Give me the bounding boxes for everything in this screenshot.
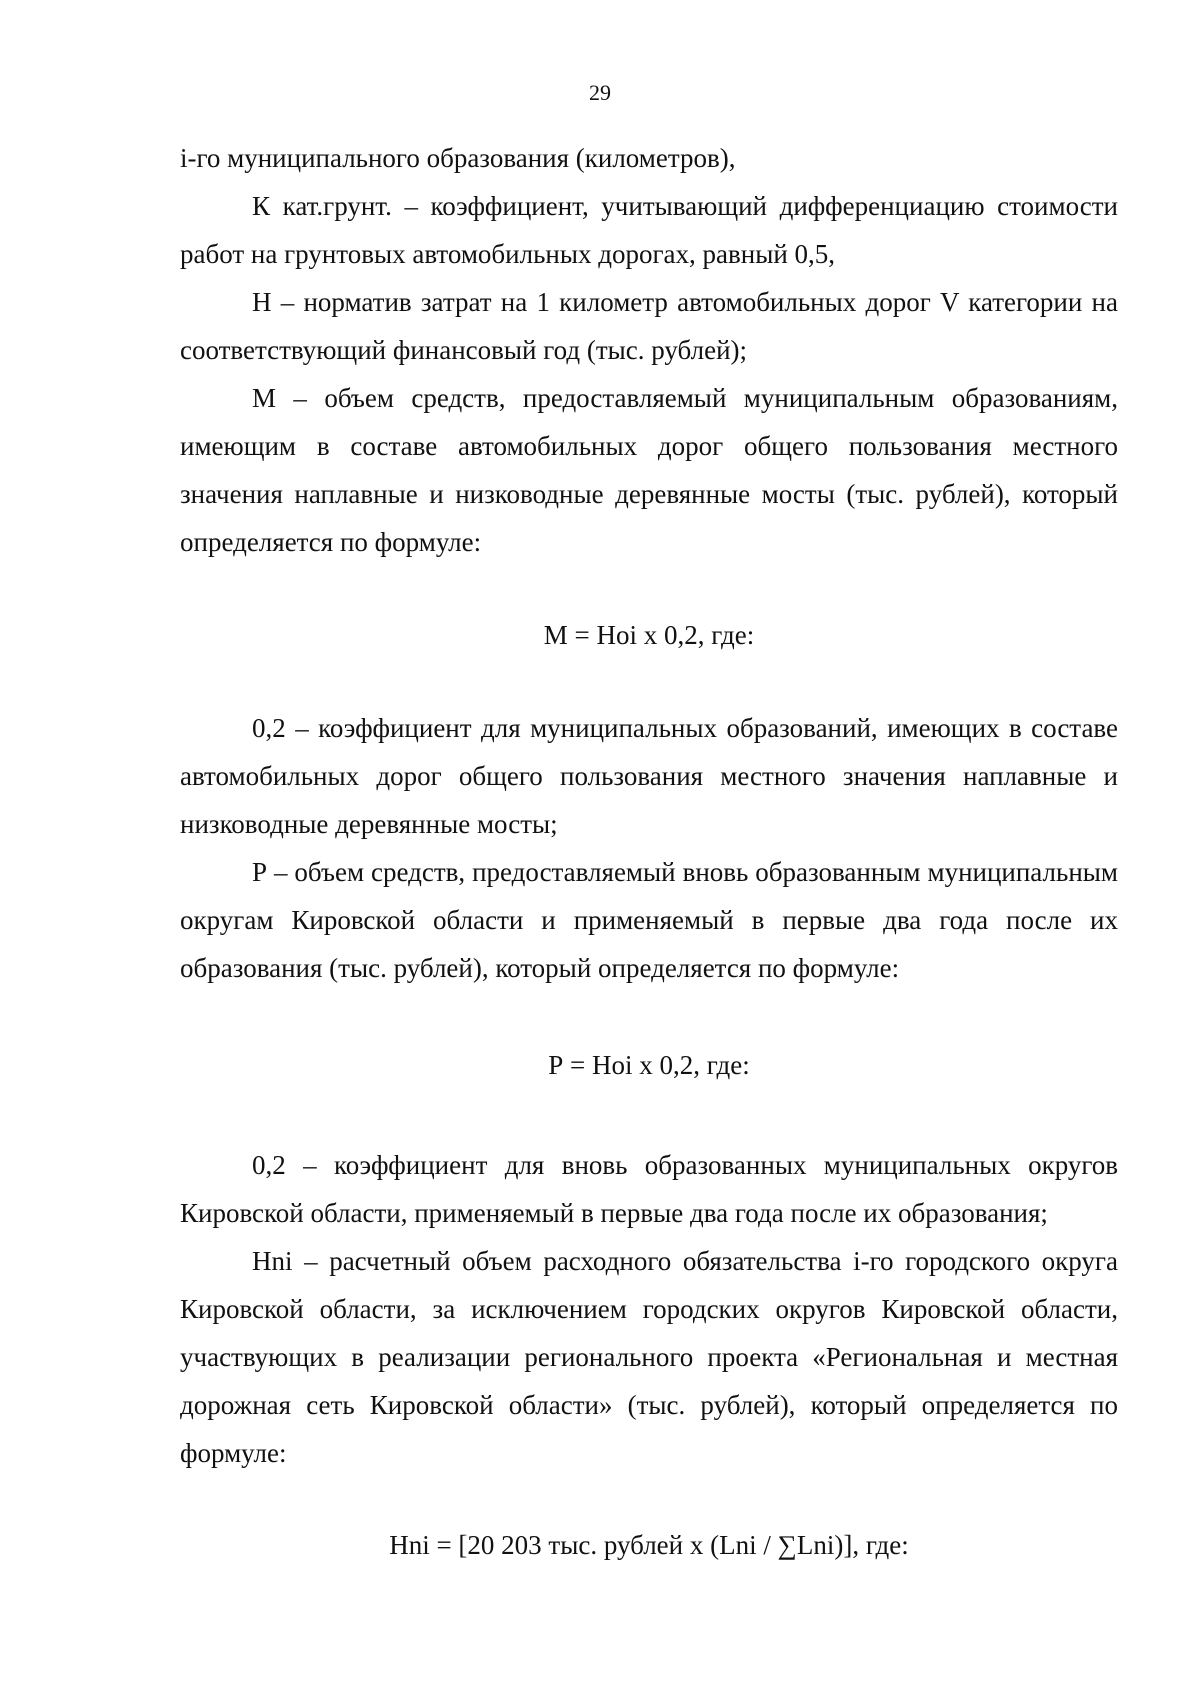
paragraph-h-norm: Н – норматив затрат на 1 километр автомобильных дорог V категории на соответствующий финансовый год (тыс. рублей); [180,287,1118,365]
paragraph-hni-volume: Hni – расчетный объем расходного обязательства i-го городского округа Кировской области, за исключением городских округов Кировской области, участвующих в реализации регионального проекта «Региональная и местная дорожная сеть Кировской области» (тыс. рублей), который определяется по формуле: [180,1246,1118,1468]
page-number: 29 [589,80,611,105]
document-body [180,134,1118,1569]
paragraph-k-coefficient: К кат.грунт. – коэффициент, учитывающий дифференциацию стоимости работ на грунтовых автомобильных дорогах, равный 0,5, [180,191,1118,269]
paragraph-m-volume: М – объем средств, предоставляемый муниципальным образованиям, имеющим в составе автомобильных дорог общего пользования местного значения наплавные и низководные деревянные мосты (тыс. рублей), который определяется по формуле: [180,383,1118,557]
paragraph-municipal-km: i-го муниципального образования (километров), [180,143,736,173]
formula-hni: Hni = [20 203 тыс. рублей x (Lni / ∑Lni)], где: [389,1530,909,1560]
paragraph-p-volume: Р – объем средств, предоставляемый вновь образованным муниципальным округам Кировской области и применяемый в первые два года после их образования (тыс. рублей), который определяется по формуле: [180,857,1118,983]
paragraph-coefficient-bridges: 0,2 – коэффициент для муниципальных образований, имеющих в составе автомобильных дорог общего пользования местного значения наплавные и низководные деревянные мосты; [180,713,1118,839]
formula-m: М = Hoi x 0,2, где: [543,620,755,650]
formula-p: Р = Hoi x 0,2, где: [548,1050,750,1080]
paragraph-coefficient-new-districts: 0,2 – коэффициент для вновь образованных муниципальных округов Кировской области, применяемый в первые два года после их образования; [180,1150,1118,1228]
